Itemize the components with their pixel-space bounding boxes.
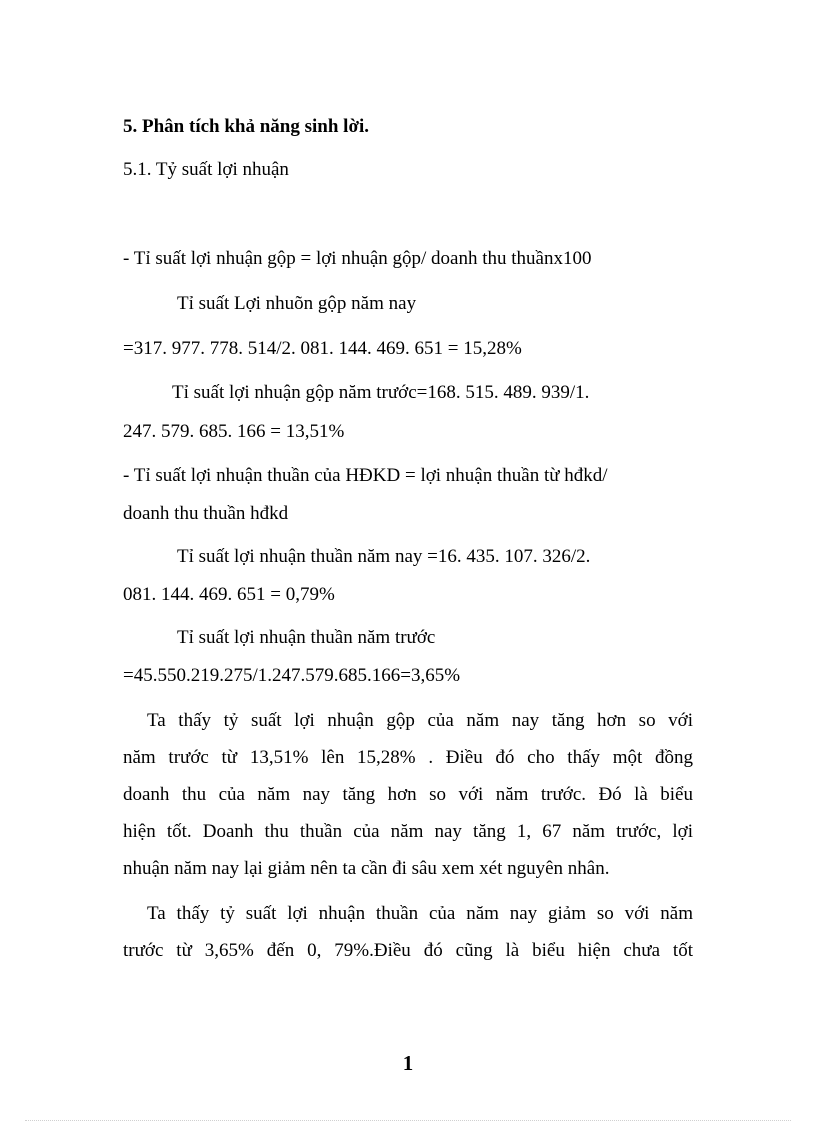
paragraph-1-line-1: Ta thấy tỷ suất lợi nhuận gộp của năm nay tăng hơn so với [147,710,693,731]
paragraph-2-line-1: Ta thấy tỷ suất lợi nhuận thuần của năm nay giảm so với năm [147,903,693,924]
net-margin-last-year-label: Tỉ suất lợi nhuận thuần năm trước [177,627,436,648]
subsection-heading: 5.1. Tỷ suất lợi nhuận [123,159,289,180]
gross-margin-last-year-result: 247. 579. 685. 166 = 13,51% [123,421,345,442]
formula-net-profit-margin: - Tỉ suất lợi nhuận thuần của HĐKD = lợi nhuận thuần từ hđkd/ [123,465,608,486]
page-number: 1 [402,1051,414,1075]
net-margin-this-year-calc: Tỉ suất lợi nhuận thuần năm nay =16. 435. 107. 326/2. [177,546,591,567]
gross-margin-this-year-calc: =317. 977. 778. 514/2. 081. 144. 469. 651 = 15,28% [123,338,522,359]
page-bottom-divider [25,1120,791,1121]
net-margin-last-year-calc: =45.550.219.275/1.247.579.685.166=3,65% [123,665,461,686]
paragraph-1-line-5: nhuận năm nay lại giảm nên ta cần đi sâu xem xét nguyên nhân. [123,858,610,879]
paragraph-2-line-2: trước từ 3,65% đến 0, 79%.Điều đó cũng là biểu hiện chưa tốt [123,940,693,961]
paragraph-1-line-3: doanh thu của năm nay tăng hơn so với năm trước. Đó là biểu [123,784,693,805]
gross-margin-this-year-label: Tỉ suất Lợi nhuõn gộp năm nay [177,293,417,314]
net-margin-this-year-result: 081. 144. 469. 651 = 0,79% [123,584,335,605]
gross-margin-last-year-calc: Tỉ suất lợi nhuận gộp năm trước=168. 515. 489. 939/1. [172,382,590,403]
paragraph-1-line-4: hiện tốt. Doanh thu thuần của năm nay tăng 1, 67 năm trước, lợi [123,821,693,842]
formula-net-profit-margin-cont: doanh thu thuần hđkd [123,503,289,524]
formula-gross-profit-margin: - Tỉ suất lợi nhuận gộp = lợi nhuận gộp/ doanh thu thuầnx100 [123,248,592,269]
paragraph-1-line-2: năm trước từ 13,51% lên 15,28% . Điều đó cho thấy một đồng [123,747,693,768]
section-heading: 5. Phân tích khả năng sinh lời. [123,116,369,137]
